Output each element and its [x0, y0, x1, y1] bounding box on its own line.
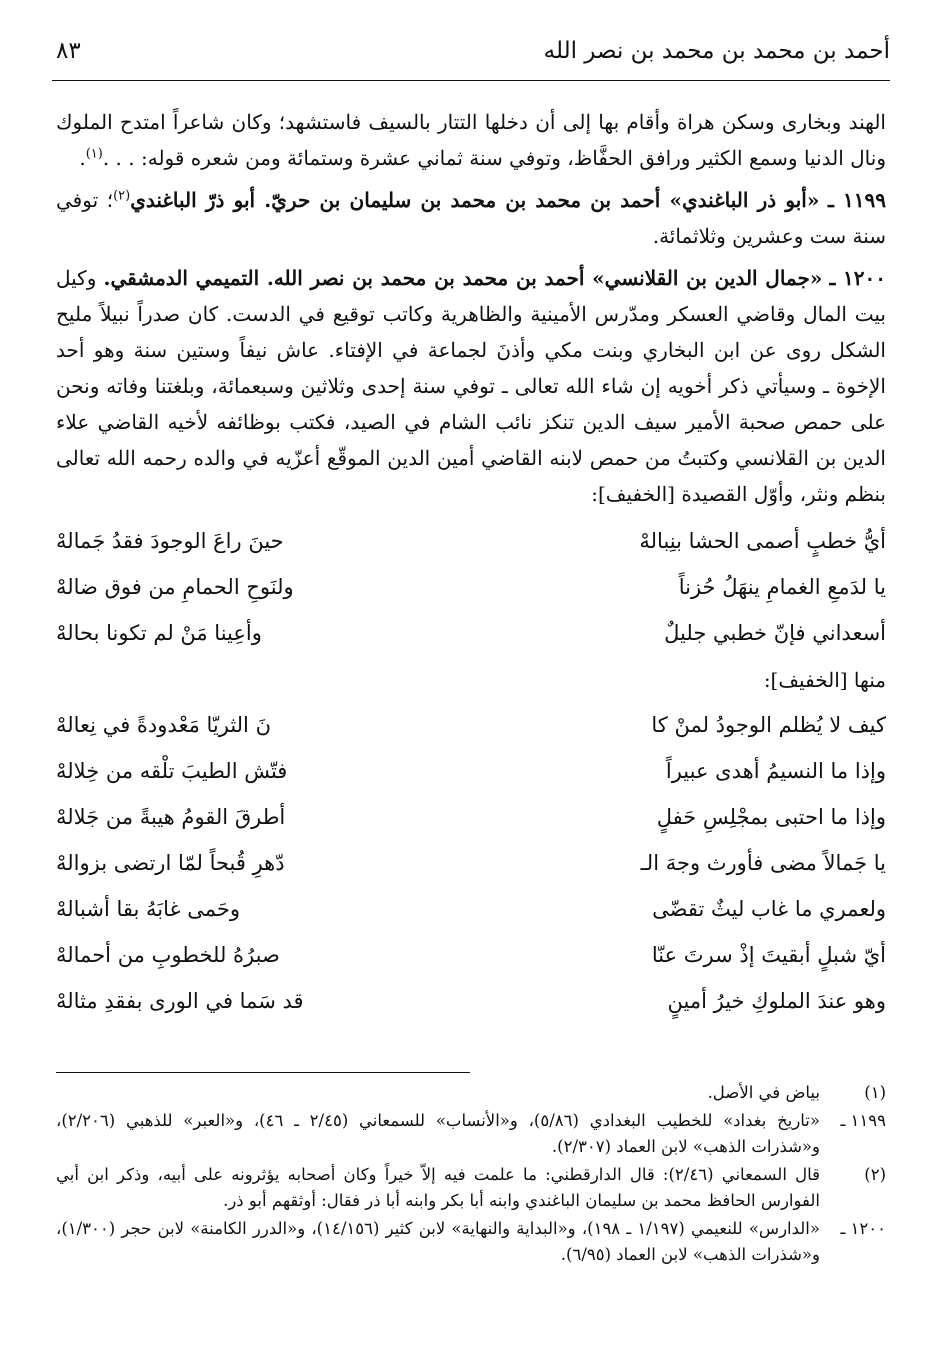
footnote-ref-1: (١)	[85, 146, 103, 162]
first-hemistich: وإذا ما النسيمُ أهدى عبيراً	[665, 759, 886, 783]
footnote	[56, 1162, 886, 1214]
footnote	[56, 1216, 886, 1268]
page-number: ٨٣	[56, 38, 81, 64]
footnote-ref-2: (٢)	[113, 188, 131, 204]
entry-heading: «جمال الدين بن القلانسي» أحمد بن محمد بن محمد بن نصر الله. التميمي الدمشقي.	[103, 266, 823, 290]
verse-line	[56, 564, 886, 610]
page-body	[56, 104, 886, 1030]
verse-line	[56, 518, 886, 564]
running-head: أحمد بن محمد بن محمد بن نصر الله	[543, 38, 890, 64]
first-hemistich: يا لدَمعِ الغمامِ ينهَلُ حُزناً	[678, 575, 886, 599]
first-hemistich: يا جَمالاً مضى فأورث وجهَ الـ	[640, 851, 886, 875]
footnote-label: ١٢٠٠ ـ	[840, 1219, 886, 1238]
footnote-text: بياض في الأصل.	[707, 1083, 820, 1102]
verse-line	[56, 610, 886, 656]
entry-1199	[56, 182, 886, 254]
footnote-label: (٢)	[864, 1165, 886, 1184]
second-hemistich: وأعِينا مَنْ لم تكونا بحالهْ	[56, 621, 262, 645]
page-header	[56, 30, 890, 72]
header-divider	[52, 80, 890, 81]
verse-line	[56, 702, 886, 748]
verse-line	[56, 748, 886, 794]
first-hemistich: وإذا ما احتبى بمجْلِسِ حَفلٍ	[656, 805, 886, 829]
second-hemistich: أطرقَ القومُ هيبةً من جَلالهْ	[56, 805, 286, 829]
second-hemistich: فتّش الطيبَ تلْقه من خِلالهْ	[56, 759, 288, 783]
footnote-divider	[56, 1072, 470, 1073]
second-hemistich: حينَ راعَ الوجودَ فقدُ جَمالهْ	[56, 529, 284, 553]
second-hemistich: صبرُهُ للخطوبِ من أحمالهْ	[56, 943, 280, 967]
poem-excerpt	[56, 702, 886, 1024]
entry-number: ١١٩٩ ـ	[827, 188, 887, 212]
second-hemistich: وحَمى غابَهُ بقا أشبالهْ	[56, 897, 240, 921]
footnote-label: (١)	[864, 1083, 886, 1102]
first-hemistich: ولعمري ما غاب ليثٌ تقضّى	[652, 897, 886, 921]
paragraph-continuation: الهند وبخارى وسكن هراة وأقام بها إلى أن دخلها التتار بالسيف فاستشهد؛ وكان شاعراً امتدح الملوك ونال الدنيا وسمع الكثير ورافق الحفَّاظ، وتوفي سنة ثماني عشرة وستمائة ومن شعره قوله: . . .$^{(١)}$.	[56, 110, 886, 170]
first-hemistich: أيُّ خطبٍ أصمى الحشا بنِبالهْ	[639, 529, 886, 553]
footnote	[56, 1080, 886, 1106]
first-hemistich: أيّ شبلٍ أبقيتَ إذْ سرتَ عنّا	[651, 943, 886, 967]
entry-heading: «أبو ذر الباغندي» أحمد بن محمد بن محمد بن سليمان بن حريّ. أبو ذرّ الباغندي	[130, 188, 820, 212]
verse-line	[56, 978, 886, 1024]
footnote-text: قال السمعاني (٢/٤٦): قال الدارقطني: ما علمت فيه إلاّ خيراً وكان أصحابه يؤثرونه على أبيه، وذكر ابن أبي الفوارس الحافظ محمد بن سليمان الباغندي وابنه أبا بكر وابنه أبا ذر فقال: أوثقهم أبو ذر.	[56, 1165, 820, 1210]
entry-1200	[56, 260, 886, 512]
second-hemistich: قد سَما في الورى بفقدِ مثالهْ	[56, 989, 304, 1013]
footnote-text: «الدارس» للنعيمي (١/١٩٧ ـ ١٩٨)، و«البداية والنهاية» لابن كثير (١٤/١٥٦)، و«الدرر الكامنة» لابن حجر (١/٣٠٠)، و«شذرات الذهب» لابن العماد (٦/٩٥).	[56, 1219, 820, 1264]
footnote-text: «تاريخ بغداد» للخطيب البغدادي (٥/٨٦)، و«الأنساب» للسمعاني (٢/٤٥ ـ ٤٦)، و«العبر» للذهبي (٢/٢٠٦)، و«شذرات الذهب» لابن العماد (٢/٣٠٧).	[56, 1111, 820, 1156]
entry-text: وكيل بيت المال وقاضي العسكر ومدّرس الأمينية والظاهرية وكاتب توقيع في الدست. كان صدراً نبيلاً مليح الشكل روى عن ابن البخاري وبنت مكي وأذنَ لجماعة في الإفتاء. عاش نيفاً وستين سنة وهو أحد الإخوة ـ وسيأتي ذكر أخويه إن شاء الله تعالى ـ توفي سنة إحدى وثلاثين وسبعمائة، وبلغتنا وفاته ونحن على حمص صحبة الأمير سيف الدين تنكز نائب الشام في الصيد، فكتب بوظائفه لأخيه القاضي علاء الدين بن القلانسي وكتبتُ من حمص لابنه القاضي أمين الدين الموقّع أعزّيه في والده رحمه الله تعالى بنظم ونثر، وأوّل القصيدة [الخفيف]:	[56, 266, 886, 506]
footnotes	[56, 1080, 886, 1270]
verse-line	[56, 840, 886, 886]
verse-line	[56, 794, 886, 840]
first-hemistich: كيف لا يُظلم الوجودُ لمنْ كا	[651, 713, 886, 737]
second-hemistich: دّهرِ قُبحاً لمّا ارتضى بزوالهْ	[56, 851, 285, 875]
footnote-label: ١١٩٩ ـ	[840, 1111, 886, 1130]
second-hemistich: نَ الثريّا مَعْدودةً في نِعالهْ	[56, 713, 271, 737]
first-hemistich: وهو عندَ الملوكِ خيرُ أمينٍ	[667, 989, 886, 1013]
footnote	[56, 1108, 886, 1160]
first-hemistich: أسعداني فإنّ خطبي جليلٌ	[664, 621, 886, 645]
verse-line	[56, 932, 886, 978]
paragraph-text: الهند وبخارى وسكن هراة وأقام بها إلى أن دخلها التتار بالسيف فاستشهد؛ وكان شاعراً امتدح الملوك ونال الدنيا وسمع الكثير ورافق الحفَّاظ، وتوفي سنة ثماني عشرة وستمائة ومن شعره قوله: . . .	[56, 110, 886, 170]
entry-number: ١٢٠٠ ـ	[829, 266, 887, 290]
entry-text: ؛ توفي سنة ست وعشرين وثلاثمائة.	[56, 188, 886, 248]
meter-label: منها [الخفيف]:	[763, 668, 886, 692]
second-hemistich: ولنَوحِ الحمامِ من فوق ضالهْ	[56, 575, 294, 599]
verse-line	[56, 886, 886, 932]
poem-opening	[56, 518, 886, 656]
